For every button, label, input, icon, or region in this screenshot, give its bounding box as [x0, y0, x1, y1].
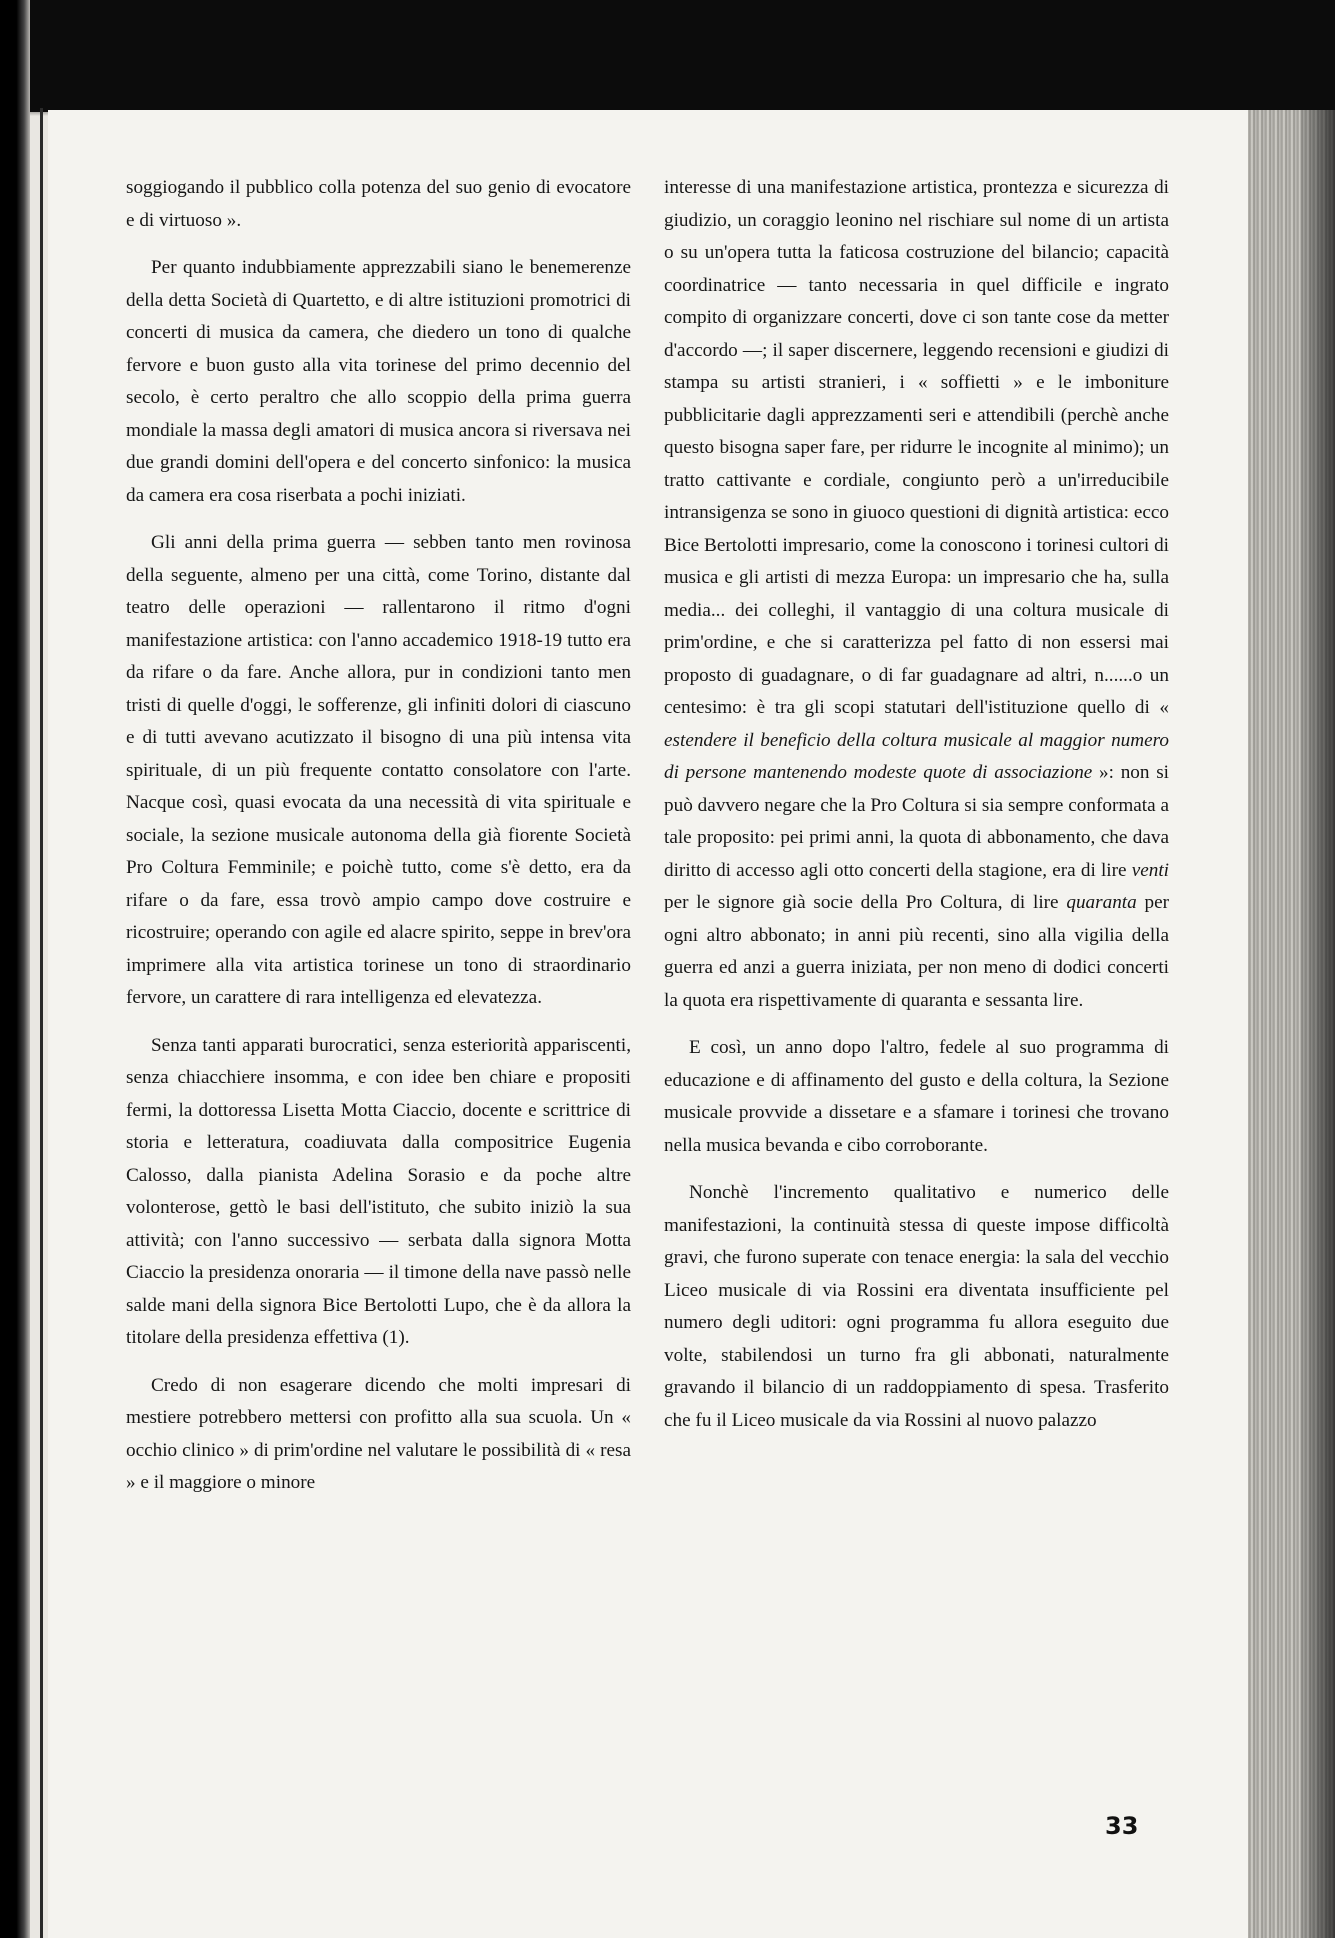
text-run: per le signore già socie della Pro Coltura, di lire: [664, 892, 1059, 913]
scan-left-rule: [40, 108, 43, 1938]
right-text-column: [664, 172, 1169, 1437]
paragraph: Nonchè l'incremento qualitativo e numerico delle manifestazioni, la continuità stessa di queste impose difficoltà gravi, che furono superate con tenace energia: la sala del vecchio Liceo musicale di via Rossini era diventata insufficiente pel numero degli uditori: ogni programma fu allora eseguito due volte, stabilendosi un turno fra gli abbonati, naturalmente gravando il bilancio di un raddoppiamento di spesa. Trasferito che fu il Liceo musicale da via Rossini al nuovo palazzo: [664, 1182, 1169, 1431]
paragraph: soggiogando il pubblico colla potenza del suo genio di evocatore e di virtuoso ».: [126, 177, 631, 231]
text-run: interesse di una manifestazione artistica, prontezza e sicurezza di giudizio, un coraggio leonino nel rischiare sul nome di un artista o su un'opera tutta la faticosa costruzione del bilancio; capacità coordinatrice — tanto necessaria in quel difficile e ingrato compito di organizzare concerti, dove ci son tante cose da metter d'accordo —; il saper discernere, leggendo recensioni e giudizi di stampa su artisti stranieri, i « soffietti » e le imboniture pubblicitarie dagli apprezzamenti seri e attendibili (perchè anche questo bisogna saper fare, per ridurre le incognite al minimo); un tratto cattivante e cordiale, congiunto però a un'irreducibile intransigenza se sono in giuoco questioni di dignità artistica: ecco Bice Bertolotti impresario, come la conoscono i torinesi cultori di musica e gli artisti di mezza Europa: un impresario che ha, sulla media... dei colleghi, il vantaggio di una coltura musicale di prim'ordine, e che si caratterizza pel fatto di non essersi mai proposto di guadagnare, o di far guadagnare ad altri, n......o un centesimo: è tra gli scopi statutari dell'istituzione quello di «: [664, 177, 1169, 718]
text-run: per ogni altro abbonato; in anni più recenti, sino alla vigilia della guerra ed anzi a guerra iniziata, per non meno di dodici concerti la quota era rispettivamente di quaranta e sessanta lire.: [664, 892, 1170, 1011]
italic-quote: estendere il beneficio della coltura musicale al maggior numero di persone mantenendo modeste quote di associazione: [664, 729, 1169, 783]
paragraph: E così, un anno dopo l'altro, fedele al suo programma di educazione e di affinamento del gusto e della coltura, la Sezione musicale provvide a dissetare e a sfamare i torinesi che trovano nella musica bevanda e cibo corroborante.: [664, 1037, 1169, 1156]
paragraph: Senza tanti apparati burocratici, senza esteriorità appariscenti, senza chiacchiere insomma, e con idee ben chiare e propositi fermi, la dottoressa Lisetta Motta Ciaccio, docente e scrittrice di storia e letteratura, coadiuvata dalla compositrice Eugenia Calosso, dalla pianista Adelina Sorasio e da poche altre volonterose, gettò le basi dell'istituto, che subito iniziò la sua attività; con l'anno successivo — serbata dalla signora Motta Ciaccio la presidenza onoraria — il timone della nave passò nelle salde mani della signora Bice Bertolotti Lupo, che è da allora la titolare della presidenza effettiva (1).: [126, 1034, 631, 1348]
italic-amount: quaranta: [1066, 892, 1137, 913]
scan-top-shadow: [0, 0, 1335, 112]
scan-left-shadow: [0, 0, 30, 1938]
paragraph: Gli anni della prima guerra — sebben tanto men rovinosa della seguente, almeno per una città, come Torino, distante dal teatro delle operazioni — rallentarono il ritmo d'ogni manifestazione artistica: con l'anno accademico 1918-19 tutto era da rifare o da fare. Anche allora, pur in condizioni tanto men tristi di quelle d'oggi, le sofferenze, gli infiniti dolori di ciascuno e di tutti avevano acutizzato il bisogno di una più intensa vita spirituale, di un più frequente contatto consolatore con l'arte. Nacque così, quasi evocata da una necessità di vita spirituale e sociale, la sezione musicale autonoma della già fiorente Società Pro Coltura Femminile; e poichè tutto, come s'è detto, era da rifare o da fare, essa trovò ampio campo dove costruire e ricostruire; operando con agile ed alacre spirito, seppe in brev'ora imprimere alla vita artistica torinese un tono di straordinario fervore, un carattere di rara intelligenza ed elevatezza.: [126, 532, 631, 1008]
paragraph: Credo di non esagerare dicendo che molti impresari di mestiere potrebbero mettersi con profitto alla sua scuola. Un « occhio clinico » di prim'ordine nel valutare le possibilità di « resa » e il maggiore o minore: [126, 1374, 631, 1493]
book-edge-shadow: [1300, 110, 1335, 1938]
text-run: »: non si può davvero negare che la Pro Coltura si sia sempre conformata a tale proposito: pei primi anni, la quota di abbonamento, che dava diritto di accesso agli otto concerti della stagione, era di lire: [664, 762, 1170, 881]
paragraph: Per quanto indubbiamente apprezzabili siano le benemerenze della detta Società di Quartetto, e di altre istituzioni promotrici di concerti di musica da camera, che diedero un tono di qualche fervore e buon gusto alla vita torinese del primo decennio del secolo, è certo peraltro che allo scoppio della prima guerra mondiale la massa degli amatori di musica ancora si riversava nei due grandi domini dell'opera e del concerto sinfonico: la musica da camera era cosa riserbata a pochi iniziati.: [126, 257, 631, 506]
left-text-column: [126, 172, 631, 1500]
paragraph: [664, 172, 1169, 1017]
italic-amount: venti: [1131, 859, 1170, 881]
page-number: 33: [1105, 1812, 1139, 1840]
